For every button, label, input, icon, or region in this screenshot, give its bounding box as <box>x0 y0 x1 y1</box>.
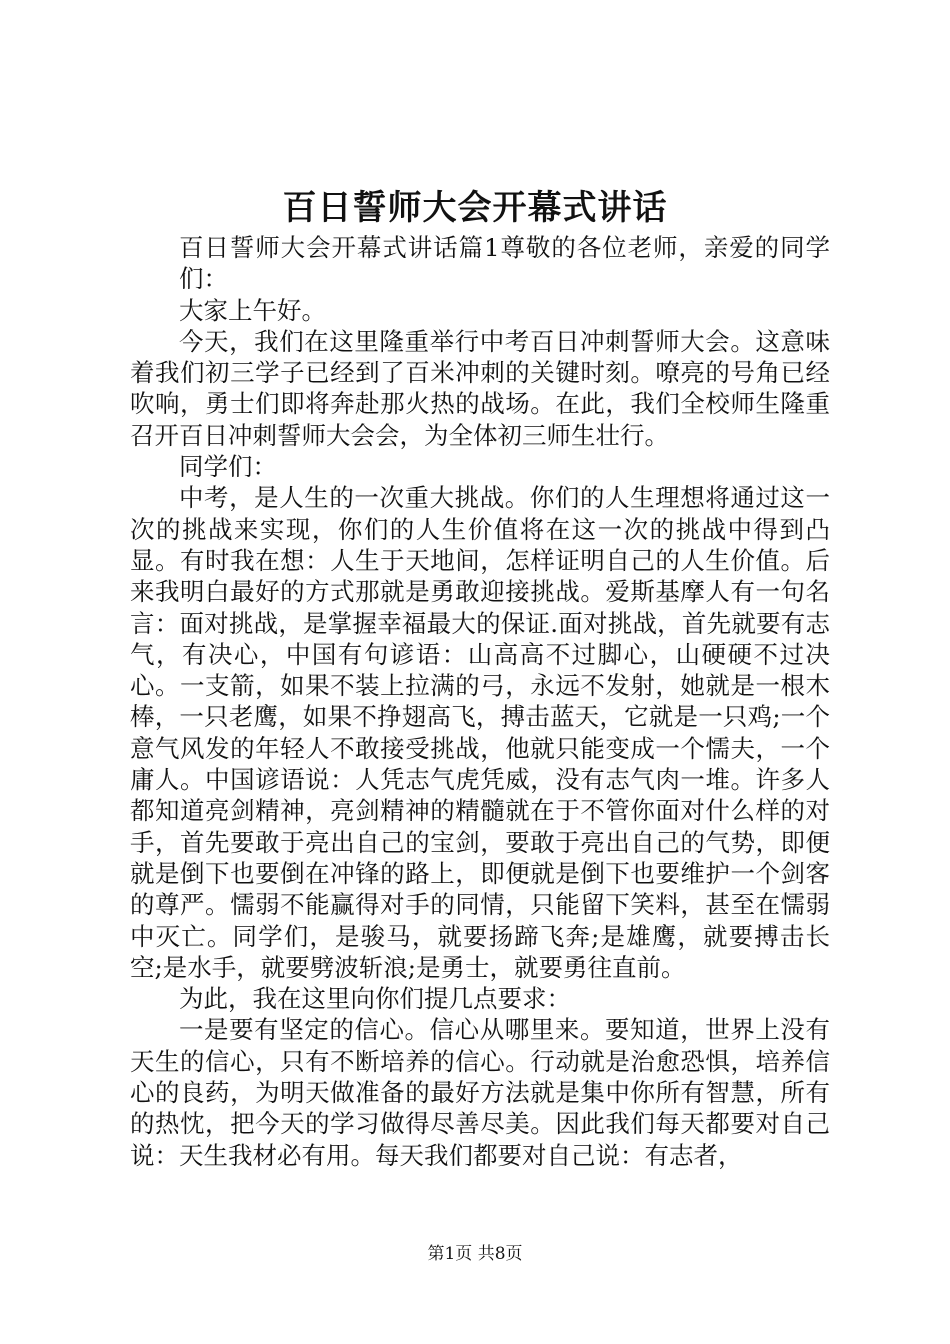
paragraph: 大家上午好。 <box>179 295 326 325</box>
paragraph: 今天，我们在这里隆重举行中考百日冲刺誓师大会。这意味着我们初三学子已经到了百米冲刺的关键时刻。嘹亮的号角已经吹响，勇士们即将奔赴那火热的战场。在此，我们全校师生隆重召开百日冲刺誓师大会会，为全体初三师生壮行。 <box>130 326 830 450</box>
page-number-footer: 第1页 共8页 <box>427 1244 523 1264</box>
document-body <box>130 232 830 1171</box>
paragraph: 为此，我在这里向你们提几点要求： <box>179 984 571 1014</box>
paragraph: 中考，是人生的一次重大挑战。你们的人生理想将通过这一次的挑战来实现，你们的人生价值将在这一次的挑战中得到凸显。有时我在想：人生于天地间，怎样证明自己的人生价值。后来我明白最好的方式那就是勇敢迎接挑战。爱斯基摩人有一句名言：面对挑战，是掌握幸福最大的保证.面对挑战，首先就要有志气，有决心，中国有句谚语：山高高不过脚心，山硬硬不过决心。一支箭，如果不装上拉满的弓，永远不发射，她就是一根木棒，一只老鹰，如果不挣翅高飞，搏击蓝天，它就是一只鸡;一个意气风发的年轻人不敢接受挑战，他就只能变成一个懦夫，一个庸人。中国谚语说：人凭志气虎凭威，没有志气肉一堆。许多人都知道亮剑精神，亮剑精神的精髓就在于不管你面对什么样的对手，首先要敢于亮出自己的宝剑，要敢于亮出自己的气势，即便就是倒下也要倒在冲锋的路上，即便就是倒下也要维护一个剑客的尊严。懦弱不能赢得对手的同情，只能留下笑料，甚至在懦弱中灭亡。同学们，是骏马，就要扬蹄飞奔;是雄鹰，就要搏击长空;是水手，就要劈波斩浪;是勇士，就要勇往直前。 <box>130 483 830 982</box>
paragraph: 一是要有坚定的信心。信心从哪里来。要知道，世界上没有天生的信心，只有不断培养的信心。行动就是治愈恐惧，培养信心的良药，为明天做准备的最好方法就是集中你所有智慧，所有的热忱，把今天的学习做得尽善尽美。因此我们每天都要对自己说：天生我材必有用。每天我们都要对自己说：有志者， <box>130 1015 830 1170</box>
document-title: 百日誓师大会开幕式讲话 <box>282 188 668 228</box>
paragraph: 百日誓师大会开幕式讲话篇1尊敬的各位老师，亲爱的同学们： <box>179 233 830 294</box>
paragraph: 同学们： <box>179 452 277 482</box>
